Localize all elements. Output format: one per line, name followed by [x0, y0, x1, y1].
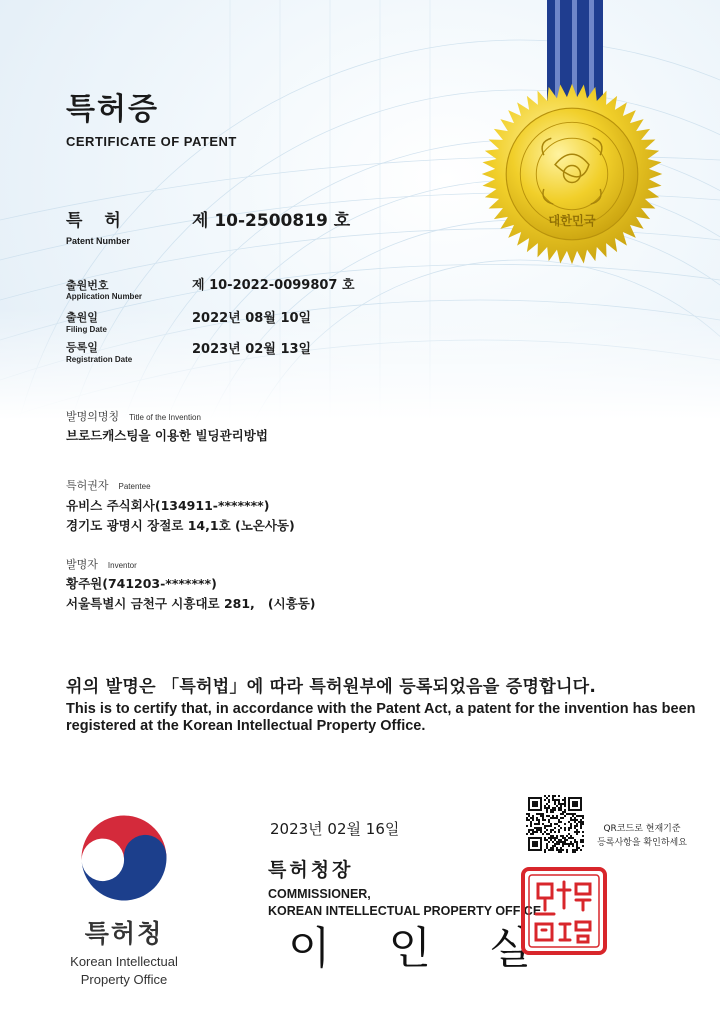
qr-caption-line1: QR코드로 현재기준 — [603, 824, 681, 834]
commissioner-line1: COMMISSIONER, — [268, 887, 371, 901]
inventor-label-en: Inventor — [107, 561, 137, 570]
patent-number-label-en: Patent Number — [66, 236, 131, 246]
patent-number-value: 제 10-2500819 호 — [192, 211, 351, 231]
inventor-name: 황주원(741203-*******) — [66, 576, 217, 591]
registration-date-label-en: Registration Date — [66, 355, 133, 364]
inventor-label-ko: 발명자 — [66, 558, 98, 571]
patentee-label — [66, 477, 151, 493]
application-number-label-en: Application Number — [66, 292, 143, 301]
application-number-value: 제 10-2022-0099807 호 — [192, 278, 355, 293]
official-red-stamp-icon — [520, 866, 608, 956]
invention-title: 브로드캐스팅을 이용한 빌딩관리방법 — [66, 428, 268, 443]
qr-code-icon[interactable] — [526, 795, 584, 853]
registration-date-value: 2023년 02월 13일 — [192, 342, 312, 357]
gold-seal-icon — [478, 80, 666, 268]
invention-label — [66, 408, 201, 424]
invention-label-en: Title of the Invention — [129, 413, 201, 422]
patent-number-label: 특 허 — [66, 211, 129, 231]
kipo-name-korean: 특허청 — [84, 919, 164, 948]
certificate-title-en: CERTIFICATE OF PATENT — [66, 134, 237, 149]
commissioner-line2: KOREAN INTELLECTUAL PROPERTY OFFICE — [268, 904, 542, 918]
patentee-label-en: Patentee — [118, 482, 151, 491]
issue-date: 2023년 02월 16일 — [270, 820, 400, 838]
patentee-address: 경기도 광명시 장절로 14,1호 (노온사동) — [66, 518, 295, 533]
statement-korean: 위의 발명은 「특허법」에 따라 특허원부에 등록되었음을 증명합니다. — [66, 677, 597, 697]
patentee-label-ko: 특허권자 — [66, 479, 109, 492]
patentee-name: 유비스 주식회사(134911-*******) — [66, 498, 270, 513]
qr-caption-line2: 등록사항을 확인하세요 — [597, 838, 687, 848]
filing-date-label: 출원일 — [66, 311, 98, 324]
commissioner-signature: 이 인 실 — [288, 923, 554, 974]
kipo-name-english — [56, 953, 192, 989]
invention-label-ko: 발명의명칭 — [66, 410, 120, 423]
statement-english: This is to certify that, in accordance with the Patent Act, a patent for the invention has been registered at the Korean Intellectual Property Office. — [66, 701, 696, 734]
filing-date-value: 2022년 08월 10일 — [192, 311, 312, 326]
registration-date-label: 등록일 — [66, 341, 98, 354]
commissioner-title-korean: 특허청장 — [268, 859, 354, 881]
certificate-title: 특허증 — [66, 92, 159, 127]
inventor-label — [66, 556, 137, 572]
application-number-label: 출원번호 — [66, 279, 109, 292]
filing-date-label-en: Filing Date — [66, 325, 107, 334]
kipo-name-line1: Korean Intellectual — [70, 954, 178, 969]
inventor-address: 서울특별시 금천구 시흥대로 281, (시흥동) — [66, 596, 316, 611]
kipo-taegeuk-logo-icon — [78, 812, 170, 904]
kipo-name-line2: Property Office — [80, 972, 168, 987]
seal-text: 대한민국 — [548, 213, 596, 228]
qr-caption — [586, 822, 698, 850]
